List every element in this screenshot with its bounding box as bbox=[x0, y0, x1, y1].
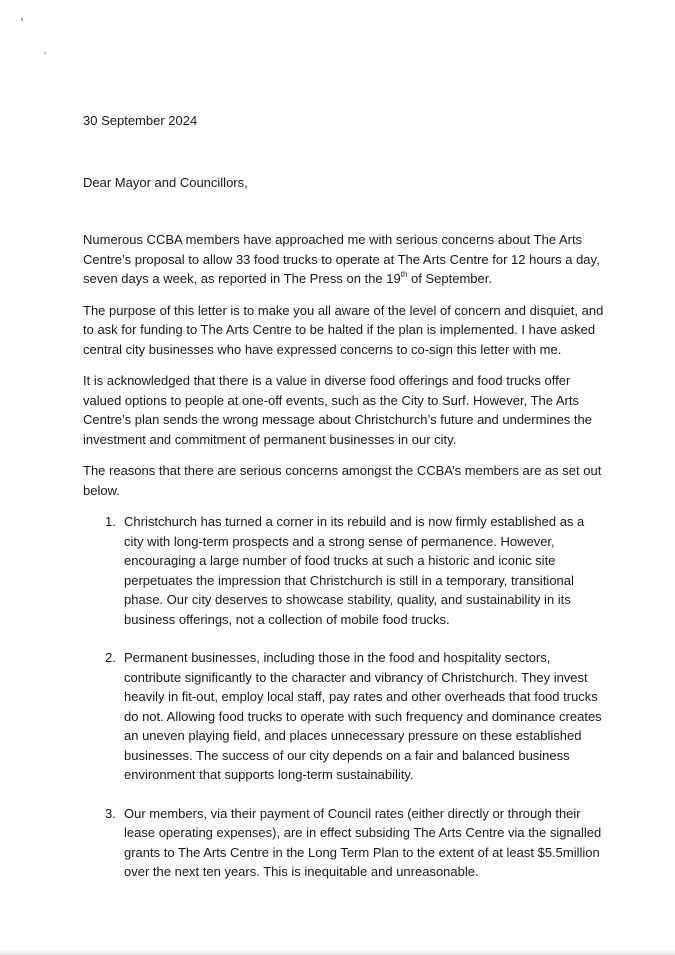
intro-text: Numerous CCBA members have approached me with serious concerns about The Arts Centre’s proposal to allow 33 food trucks to operate at The Arts Centre for 12 hours a day, seven days a week, as reported in The Press on the 19 bbox=[83, 232, 600, 286]
scan-speck bbox=[44, 52, 46, 54]
purpose-paragraph: The purpose of this letter is to make you all aware of the level of concern and disquiet, and to ask for funding to The Arts Centre to be halted if the plan is implemented. I have asked central city businesses who have expressed concerns to co-sign this letter with me. bbox=[83, 302, 604, 357]
reason-item bbox=[83, 648, 605, 785]
salutation: Dear Mayor and Councillors, bbox=[83, 174, 248, 190]
reason-text: Our members, via their payment of Council rates (either directly or through their lease operating expenses), are in effect subsiding The Arts Centre via the signalled grants to The Arts Centre in the Long Term Plan to the extent of at least $5.5million over the next ten years. This is inequitable and unreasonable. bbox=[124, 805, 602, 879]
reasons-intro-paragraph: The reasons that there are serious concerns amongst the CCBA’s members are as set out below. bbox=[83, 463, 602, 498]
scan-speck bbox=[21, 18, 23, 21]
intro-text-end: of September. bbox=[407, 271, 492, 286]
reason-text: Christchurch has turned a corner in its rebuild and is now firmly established as a city with long-term prospects and a strong sense of permanence. However, encouraging a large number of food trucks at such a historic and iconic site perpetuates the impression that Christchurch is still in a temporary, transitional phase. Our city deserves to showcase stability, quality, and sustainability in its business offerings, not a collection of mobile food trucks. bbox=[124, 514, 585, 627]
reason-item bbox=[83, 512, 605, 629]
acknowledgement-paragraph: It is acknowledged that there is a value in diverse food offerings and food trucks offer valued options to people at one-off events, such as the City to Surf. However, The Arts Centre’s plan sends the wrong message about Christchurch’s future and undermines the investment and commitment of permanent businesses in our city. bbox=[83, 373, 592, 447]
reason-number: 2. bbox=[105, 650, 116, 665]
intro-paragraph bbox=[83, 230, 605, 289]
reason-text: Permanent businesses, including those in the food and hospitality sectors, contribute significantly to the character and vibrancy of Christchurch. They invest heavily in fit-out, employ local staff, pay rates and other overheads that food trucks do not. Allowing food trucks to operate with such frequency and dominance creates an uneven playing field, and places unnecessary pressure on these established businesses. The success of our city depends on a fair and balanced business environment that supports long-term sustainability. bbox=[124, 650, 602, 782]
page-edge-shadow bbox=[0, 950, 675, 955]
reason-number: 1. bbox=[105, 514, 116, 529]
reason-item bbox=[83, 804, 605, 882]
ordinal-suffix: th bbox=[400, 270, 408, 279]
letter-body bbox=[83, 111, 605, 901]
reason-number: 3. bbox=[105, 805, 116, 821]
reasons-list bbox=[83, 512, 605, 882]
letter-date: 30 September 2024 bbox=[83, 113, 198, 128]
